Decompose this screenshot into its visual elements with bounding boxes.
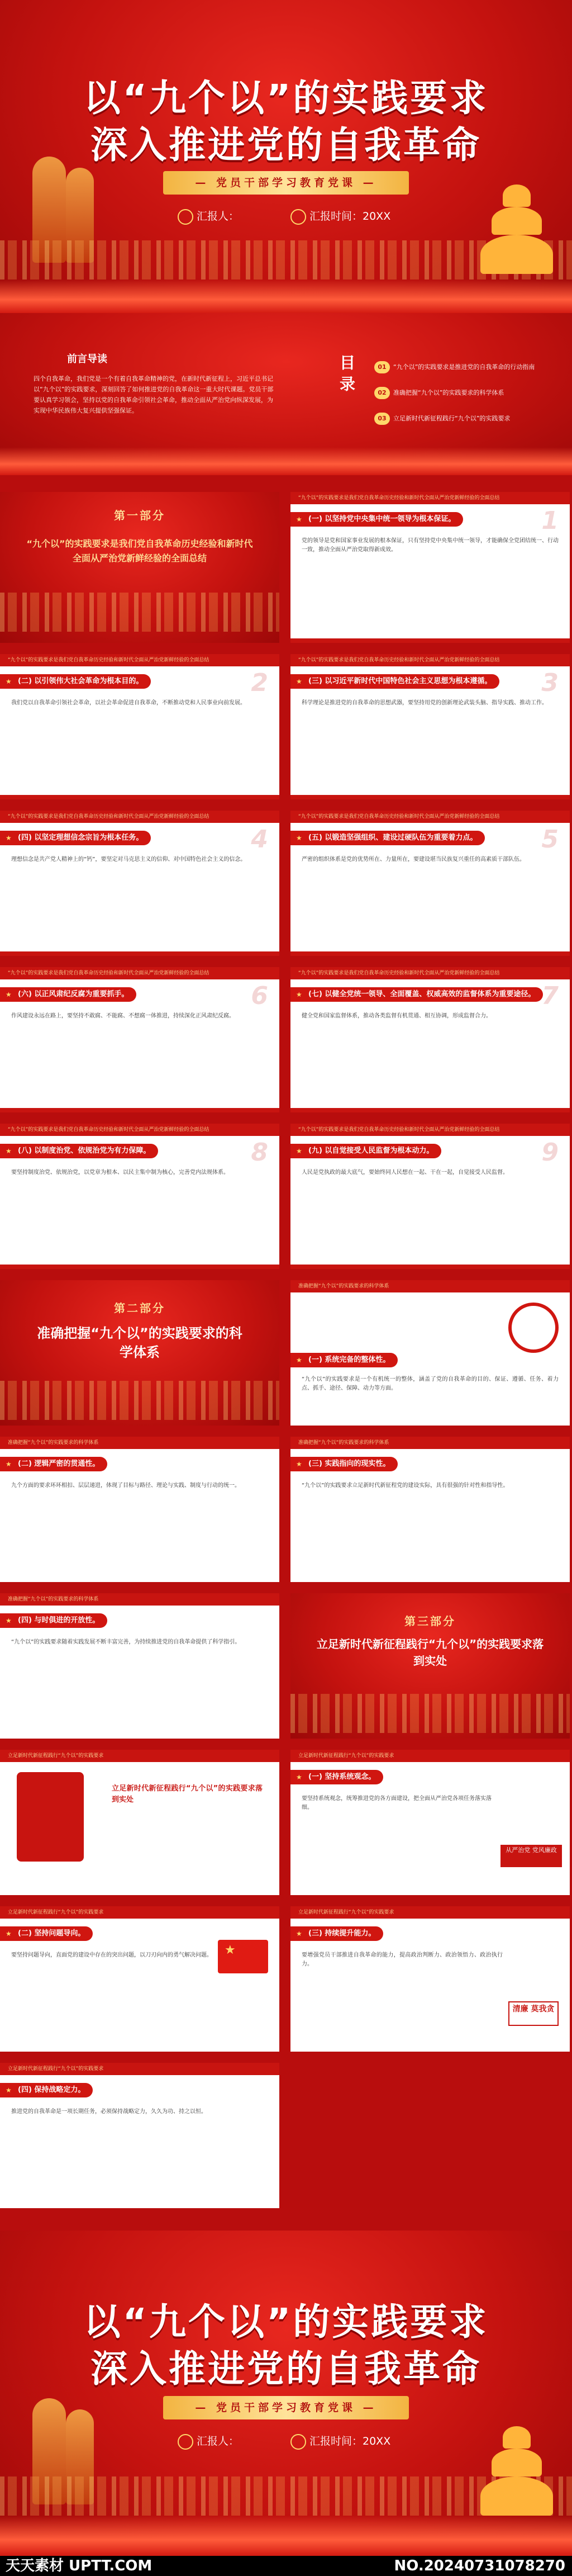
card-section-title: ★ (二) 坚持问题导向。 — [0, 1926, 93, 1941]
closing-title-line2: 深入推进党的自我革命 — [90, 2347, 482, 2390]
card-section-title: ★ (八) 以制度治党、依规治党为有力保障。 — [0, 1144, 158, 1158]
card-1 — [290, 492, 570, 643]
card-body: 要坚持制度治党、依规治党，以党章为根本、以民主集中制为核心，完善党内法规体系。 — [11, 1169, 229, 1176]
card-header: 准确把握“九个以”的实践要求的科学体系 — [0, 1437, 279, 1449]
card-footer-bar — [0, 795, 279, 799]
toc-num: 03 — [374, 413, 390, 425]
stamp: 清廉 莫我贪 — [508, 2001, 559, 2026]
card-footer-bar — [290, 1265, 570, 1269]
part2-label: 第二部分 — [114, 1301, 165, 1315]
closing-time — [290, 2433, 390, 2450]
card-body: 党的领导是党和国家事业发展的根本保证，只有坚持党中央集中统一领导，才能确保全党团结统一、行动一致，推动全面从严治党取得新成效。 — [302, 538, 559, 553]
card-2 — [0, 654, 279, 799]
clipboard-icon — [17, 1772, 84, 1862]
card-body: 要坚持问题导向，直面党的建设中存在的突出问题，以刀刃向内的勇气解决问题。 — [11, 1952, 212, 1958]
ring-decor — [508, 1303, 559, 1353]
card-header: 准确把握“九个以”的实践要求的科学体系 — [0, 1593, 279, 1606]
toc-item-2[interactable] — [374, 387, 504, 399]
user-icon — [178, 209, 193, 225]
card-header: “九个以”的实践要求是我们党自我革命历史经验和新时代全面从严治党新鲜经验的全面总结 — [290, 492, 570, 504]
card-section-title: ★ (三) 实践指向的现实性。 — [290, 1457, 398, 1471]
card-number: 8 — [251, 1138, 268, 1167]
card-header: 立足新时代新征程践行“九个以”的实践要求 — [290, 1750, 570, 1762]
part2-slide — [0, 1280, 279, 1426]
card-4 — [0, 811, 279, 956]
card-footer-bar — [290, 951, 570, 956]
card-6 — [0, 967, 279, 1112]
part1-title: “九个以”的实践要求是我们党自我革命历史经验和新时代全面从严治党新鲜经验的全面总结 — [26, 538, 253, 564]
cover-ribbon: — 党员干部学习教育党课 — — [163, 171, 409, 195]
part2-card-3 — [290, 1437, 570, 1582]
intro-slide — [0, 313, 572, 475]
card-header: 立足新时代新征程践行“九个以”的实践要求 — [0, 1906, 279, 1919]
temple-of-heaven-icon — [475, 2421, 559, 2527]
clock-icon — [290, 2434, 306, 2450]
card-header: 准确把握“九个以”的实践要求的科学体系 — [290, 1280, 570, 1292]
card-footer-bar — [0, 951, 279, 956]
card-section-title: ★ (四) 以坚定理想信念宗旨为根本任务。 — [0, 831, 151, 845]
card-body: “九个以”的实践要求立足新时代新征程党的建设实际，具有很强的针对性和指导性。 — [302, 1483, 509, 1489]
user-icon — [178, 2434, 193, 2450]
card-7 — [290, 967, 570, 1112]
card-body: “九个以”的实践要求随着实践发展不断丰富完善，为持续推进党的自我革命提供了科学指引。 — [11, 1639, 241, 1645]
cover-title-line2: 深入推进党的自我革命 — [90, 124, 482, 167]
intro-heading: 前言导读 — [67, 353, 107, 365]
reporter-label: 汇报人： — [197, 2435, 240, 2447]
card-body: 立足新时代新征程践行“九个以”的实践要求落到实处 — [112, 1784, 263, 1804]
card-body: 人民是党执政的最大底气，要始终同人民想在一起、干在一起，自觉接受人民监督。 — [302, 1169, 508, 1176]
clock-icon — [290, 209, 306, 225]
card-footer-bar — [0, 1265, 279, 1269]
reporter-label: 汇报人： — [197, 210, 240, 222]
watermark-right: NO.20240731078270 — [394, 2558, 565, 2574]
card-body: 九个方面的要求环环相扣、层层递进，体现了目标与路径、理论与实践、制度与行动的统一。 — [11, 1483, 240, 1489]
watermark-footer — [0, 2556, 572, 2576]
toc-num: 02 — [374, 387, 390, 399]
cover-slide — [0, 0, 572, 313]
card-footer-bar — [290, 638, 570, 643]
card-section-title: ★ (一) 坚持系统观念。 — [290, 1770, 383, 1784]
time-label: 汇报时间：20XX — [309, 210, 391, 222]
card-number: 2 — [251, 669, 268, 697]
card-header: 立足新时代新征程践行“九个以”的实践要求 — [0, 1750, 279, 1762]
closing-title-line1: 以“九个以”的实践要求 — [83, 2300, 489, 2343]
city-skyline — [290, 1694, 570, 1733]
card-body: “九个以”的实践要求是一个有机统一的整体，涵盖了党的自我革命的目的、保证、遵循、任务、着力点、抓手、途径、保障、动力等方面。 — [302, 1376, 559, 1391]
card-number: 3 — [541, 669, 559, 697]
card-section-title: ★ (六) 以正风肃纪反腐为重要抓手。 — [0, 987, 136, 1002]
temple-of-heaven-icon — [475, 179, 559, 285]
card-header: “九个以”的实践要求是我们党自我革命历史经验和新时代全面从严治党新鲜经验的全面总结 — [290, 654, 570, 666]
badge: 从严治党 党风廉政 — [500, 1845, 562, 1867]
card-number: 5 — [541, 825, 559, 854]
card-section-title: ★ (九) 以自觉接受人民监督为根本动力。 — [290, 1144, 441, 1158]
card-section-title: ★ (七) 以健全党统一领导、全面覆盖、权威高效的监督体系为重要途径。 — [290, 987, 543, 1002]
toc-text: 立足新时代新征程践行“九个以”的实践要求 — [393, 415, 511, 422]
toc-item-3[interactable] — [374, 413, 510, 425]
card-section-title: ★ (四) 与时俱进的开放性。 — [0, 1613, 107, 1628]
card-number: 1 — [541, 506, 559, 535]
card-footer-bar — [290, 1108, 570, 1112]
card-section-title: ★ (五) 以锻造坚强组织、建设过硬队伍为重要着力点。 — [290, 831, 485, 845]
card-5 — [290, 811, 570, 956]
card-header: “九个以”的实践要求是我们党自我革命历史经验和新时代全面从严治党新鲜经验的全面总结 — [0, 967, 279, 979]
intro-body: 四个自我革命，我们党是一个有着自我革命精神的党，在新时代新征程上，习近平总书记以“九个以”的实践要求，深刻回答了如何推进党的自我革命这一重大时代课题。党员干部要认真学习领会，坚持以党的自我革命引领社会革命，推动全面从严治党向纵深发展，为实现中华民族伟大复兴提供坚强保证。 — [34, 375, 274, 414]
toc-text: 准确把握“九个以”的实践要求的科学体系 — [393, 389, 504, 396]
city-skyline — [0, 593, 279, 632]
part3-slide — [290, 1593, 570, 1739]
closing-slide — [0, 2231, 572, 2556]
part3-title: 立足新时代新征程践行“九个以”的实践要求落到实处 — [316, 1637, 544, 1668]
watermark-left: 天天素材 UPTT.COM — [6, 2558, 152, 2574]
cover-title-line1: 以“九个以”的实践要求 — [83, 77, 489, 120]
card-section-title: ★ (二) 逻辑严密的贯通性。 — [0, 1457, 107, 1471]
flag-icon — [218, 1940, 268, 1973]
city-skyline — [0, 1381, 279, 1420]
card-body: 严密的组织体系是党的优势所在、力量所在，要建设堪当民族复兴重任的高素质干部队伍。 — [302, 856, 525, 863]
card-3 — [290, 654, 570, 799]
card-section-title: ★ (三) 以习近平新时代中国特色社会主义思想为根本遵循。 — [290, 674, 499, 689]
card-section-title: ★ (一) 系统完备的整体性。 — [290, 1353, 398, 1367]
part2-intro-card — [290, 1280, 570, 1426]
closing-reporter — [178, 2433, 239, 2450]
part1-label: 第一部分 — [114, 509, 165, 522]
closing-ribbon: — 党员干部学习教育党课 — — [163, 2396, 409, 2419]
card-header: 准确把握“九个以”的实践要求的科学体系 — [290, 1437, 570, 1449]
card-header: “九个以”的实践要求是我们党自我革命历史经验和新时代全面从严治党新鲜经验的全面总结 — [0, 654, 279, 666]
card-header: “九个以”的实践要求是我们党自我革命历史经验和新时代全面从严治党新鲜经验的全面总结 — [0, 1124, 279, 1136]
card-header: “九个以”的实践要求是我们党自我革命历史经验和新时代全面从严治党新鲜经验的全面总结 — [290, 1124, 570, 1136]
card-body: 推进党的自我革命是一项长期任务，必须保持战略定力，久久为功、持之以恒。 — [11, 2109, 207, 2115]
card-header: “九个以”的实践要求是我们党自我革命历史经验和新时代全面从严治党新鲜经验的全面总结 — [0, 811, 279, 823]
card-footer-bar — [0, 1108, 279, 1112]
card-9 — [290, 1124, 570, 1269]
card-section-title: ★ (一) 以坚持党中央集中统一领导为根本保证。 — [290, 512, 463, 527]
time-label: 汇报时间：20XX — [309, 2435, 391, 2447]
cover-time — [290, 208, 390, 225]
part3-label: 第三部分 — [404, 1614, 456, 1628]
part2-card-2 — [0, 1437, 279, 1582]
card-number: 4 — [251, 825, 268, 854]
card-section-title: ★ (四) 保持战略定力。 — [0, 2083, 93, 2097]
part3-card-2 — [0, 1906, 279, 2052]
part3-card-4 — [0, 2063, 279, 2208]
card-body: 健全党和国家监督体系，推动各类监督有机贯通、相互协调，形成监督合力。 — [302, 1013, 492, 1019]
decor-wave — [0, 447, 572, 475]
part2-card-4 — [0, 1593, 279, 1739]
card-body: 要坚持系统观念，统筹推进党的各方面建设，把全面从严治党各项任务落实落细。 — [302, 1796, 492, 1811]
toc-text: “九个以”的实践要求是推进党的自我革命的行动指南 — [393, 363, 535, 371]
card-number: 9 — [541, 1138, 559, 1167]
card-number: 6 — [251, 982, 268, 1010]
part2-title: 准确把握“九个以”的实践要求的科学体系 — [37, 1325, 242, 1360]
part3-card-1 — [290, 1750, 570, 1895]
card-body: 我们党以自我革命引领社会革命，以社会革命促进自我革命，不断推动党和人民事业向前发展。 — [11, 700, 246, 706]
card-footer-bar — [290, 795, 570, 799]
card-body: 理想信念是共产党人精神上的“钙”，要坚定对马克思主义的信仰、对中国特色社会主义的信念。 — [11, 856, 246, 863]
card-section-title: ★ (三) 持续提升能力。 — [290, 1926, 383, 1941]
card-section-title: ★ (二) 以引领伟大社会革命为根本目的。 — [0, 674, 151, 689]
card-number: 7 — [541, 982, 559, 1010]
card-body: 要增强党员干部推进自我革命的能力，提高政治判断力、政治领悟力、政治执行力。 — [302, 1952, 503, 1967]
part3-intro-card — [0, 1750, 279, 1895]
card-body: 科学理论是推进党的自我革命的思想武器，要坚持用党的创新理论武装头脑、指导实践、推动工作。 — [302, 700, 547, 706]
toc-label: 目录 — [337, 354, 356, 397]
card-header: 立足新时代新征程践行“九个以”的实践要求 — [0, 2063, 279, 2075]
card-header: “九个以”的实践要求是我们党自我革命历史经验和新时代全面从严治党新鲜经验的全面总结 — [290, 967, 570, 979]
card-body: 作风建设永远在路上，要坚持不敢腐、不能腐、不想腐一体推进，持续深化正风肃纪反腐。 — [11, 1013, 235, 1019]
toc-item-1[interactable] — [374, 361, 535, 373]
card-header: “九个以”的实践要求是我们党自我革命历史经验和新时代全面从严治党新鲜经验的全面总结 — [290, 811, 570, 823]
part3-card-3 — [290, 1906, 570, 2052]
card-header: 立足新时代新征程践行“九个以”的实践要求 — [290, 1906, 570, 1919]
part1-slide — [0, 492, 279, 643]
toc-num: 01 — [374, 361, 390, 373]
card-8 — [0, 1124, 279, 1269]
cover-reporter — [178, 208, 239, 225]
